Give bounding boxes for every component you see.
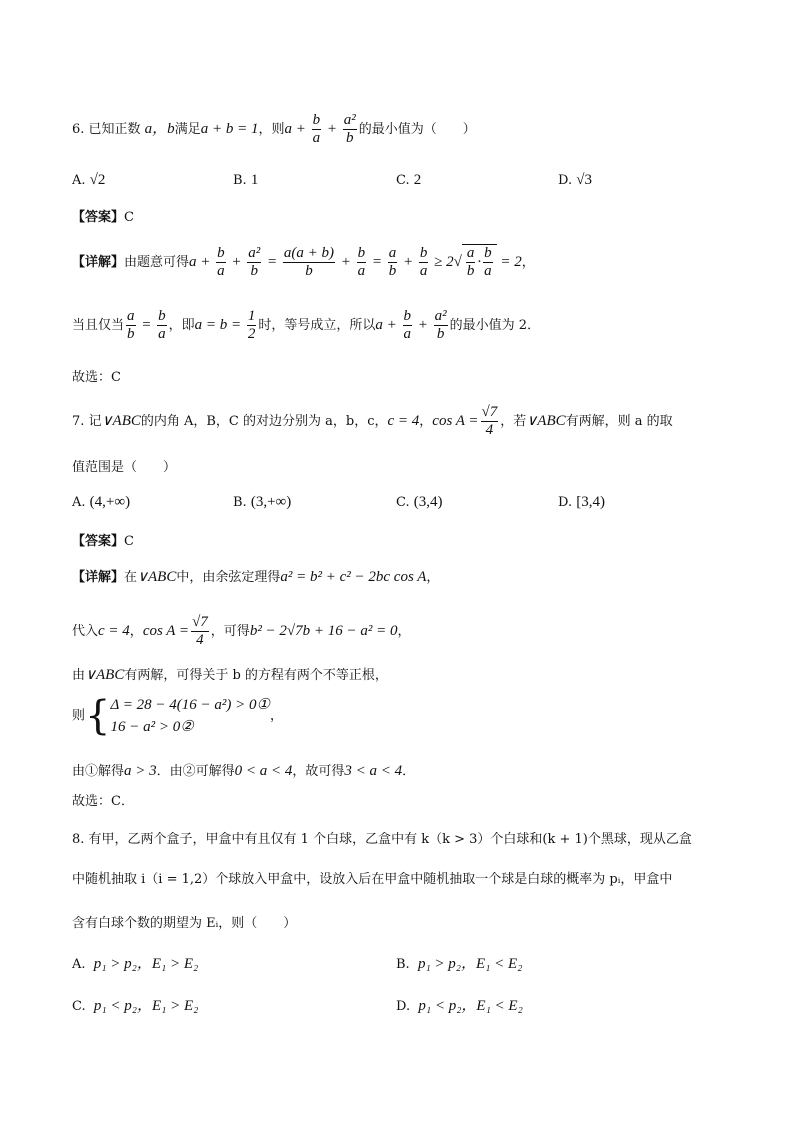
q8-option-d: D. p₁ < p₂，E₁ < E₂ <box>396 998 523 1014</box>
q6-answer: 【答案】C <box>72 210 134 225</box>
q7-detail: 【详解】在∨ABC中，由余弦定理得a² = b² + c² − 2bc cos A， <box>72 569 440 585</box>
q6-stem: 6. 已知正数 a，b满足a + b = 1，则a + $\frac{b}{a}$ + $\frac{\text{a²}}{b}$ 的最小值为（ ） <box>72 112 476 146</box>
q7-solve: 由①解得a > 3．由②可解得0 < a < 4，故可得3 < a < 4． <box>72 763 416 779</box>
q8-stem-line2: 中随机抽取 i（i = 1,2）个球放入甲盒中，设放入后在甲盒中随机抽取一个球是白球的概率为 pᵢ，甲盒中 <box>72 872 673 887</box>
q8-stem-line3: 含有白球个数的期望为 Eᵢ，则（ ） <box>72 916 297 931</box>
q7-answer: 【答案】C <box>72 534 134 549</box>
q6-vars: a，b <box>144 120 175 137</box>
q6-conclusion: 故选：C <box>72 370 121 385</box>
q6-option-a: A. √2 <box>72 172 106 188</box>
q8-option-a: A. p₁ > p₂，E₁ > E₂ <box>72 956 199 972</box>
q7-sys-2: 16 − a² > 0② <box>110 719 194 735</box>
q7-stem-line2: 值范围是（ ） <box>72 460 177 475</box>
q7-two-roots: 由∨ABC有两解，可得关于 b 的方程有两个不等正根， <box>72 667 388 683</box>
q7-sys-1: Δ = 28 − 4(16 − a²) > 0① <box>110 697 270 713</box>
q7-option-d: D. [3,4) <box>558 494 605 510</box>
q6-cond-text: 满足 <box>174 121 201 137</box>
q7-conclusion: 故选：C． <box>72 794 134 809</box>
q8-option-c: C. p₁ < p₂，E₁ > E₂ <box>72 998 199 1014</box>
q6-option-d: D. √3 <box>558 172 592 188</box>
q6-tail: 的最小值为（ ） <box>358 121 476 137</box>
q7-option-c: C. (3,4) <box>396 494 443 510</box>
q7-stem: 7. 记∨ABC的内角 A，B，C 的对边分别为 a，b，c，c = 4，cos A = $\frac{√7}{4}$ ，若∨ABC有两解，则 a 的取 <box>72 404 673 438</box>
q8-stem-line1: 8. 有甲，乙两个盒子，甲盒中有且仅有 1 个白球，乙盒中有 k（k > 3）个白球和(k + 1)个黑球，现从乙盒 <box>72 832 692 847</box>
q6-detail: 【详解】由题意可得a + $\frac{b}{a}$ + $\frac{\text{a²}}{b}$ = $\frac{a(a + b)}{b}$ + $\frac{b}{a}$ = $\frac{a}{b}$ + $\frac{b}{a}$ ≥ 2√ $\frac{a}{b}$ · $\frac{b}{a}$ = 2， <box>72 245 535 279</box>
q6-cond: a + b = 1 <box>200 120 259 137</box>
q7-option-a: A. (4,+∞) <box>72 494 131 510</box>
q6-prefix: 6. 已知正数 <box>72 121 145 137</box>
q6-option-c: C. 2 <box>396 172 422 188</box>
q6-then: ，则 <box>258 121 285 137</box>
q7-substitute: 代入c = 4，cos A = $\frac{√7}{4}$ ，可得b² − 2√7b + 16 − a² = 0， <box>72 614 411 648</box>
q6-option-b: B. 1 <box>233 172 259 188</box>
q6-equality: 当且仅当 $\frac{a}{b}$ = $\frac{b}{a}$ ，即a = b = $\frac{1}{2}$ 时，等号成立，所以a + $\frac{b}{a}$ + $\frac{\text{a²}}{b}$ 的最小值为 2． <box>72 308 541 342</box>
q7-system: 则{ Δ = 28 − 4(16 − a²) > 0① 16 − a² > 0② ， <box>72 693 283 739</box>
q7-option-b: B. (3,+∞) <box>233 494 292 510</box>
q8-option-b: B. p₁ > p₂，E₁ < E₂ <box>396 956 523 972</box>
